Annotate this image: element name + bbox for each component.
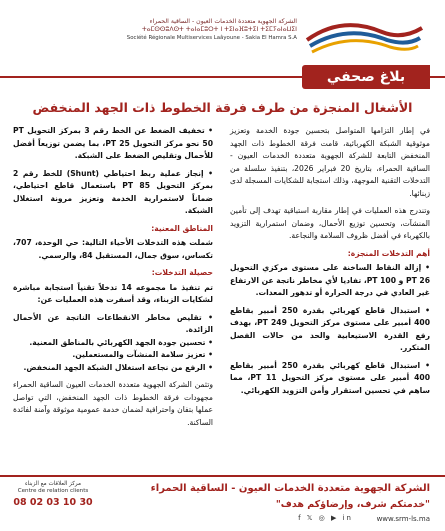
intervention-item: • إزالة النقاط الساخنة على مستوى مركزي التحويل PT 26 و PT 100، تفاديا لأي مخاطر ناتجة عن الارتفاع غير العادي في درجة الحرارة أو تدهور المعدات. — [230, 263, 431, 297]
intervention-text: إزالة النقاط الساخنة على مستوى مركزي التحويل PT 26 و PT 100، تفاديا لأي مخاطر ناتجة عن الارتفاع غير العادي في درجة الحرارة أو تدهور المعدات. — [230, 263, 430, 297]
call-center-box — [8, 481, 98, 508]
instagram-icon[interactable]: ◎ — [318, 514, 327, 522]
summary-text: الرفع من نجاعة استغلال الشبكة الجهد المنخفض. — [23, 362, 206, 372]
intervention-text: تخفيف الضغط عن الخط رقم 3 بمركز التحويل PT 50 نحو مركز التحويل PT 25، بما يضمن توزيعاً أفضل للأحمال وتقليص الضغط على الشبكة. — [13, 126, 213, 160]
summary-text: تقليص مخاطر الانقطاعات الناتجة عن الأحمال الزائدة. — [13, 312, 213, 334]
call-center-label-ar: مركز العلاقات مع الزبناء — [24, 481, 81, 487]
x-icon[interactable]: 𝕏 — [306, 514, 315, 522]
youtube-icon[interactable]: ▶ — [330, 514, 339, 522]
left-column — [13, 125, 213, 434]
logo-french-name: Société Régionale Multiservices Laâyoune - Sakia El Hamra S.A — [126, 35, 297, 42]
intro-paragraph: في إطار التزامها المتواصل بتحسين جودة الخدمة وتعزيز موثوقية الشبكة الكهربائية، قامت فرقة الخطوط ذات الجهد المنخفض التابعة للشركة الجهوية متعددة الخدمات العيون - الساقية الحمراء، بتاريخ 20 فبراير 2026، بتنفيذ سلسلة من التدخلات التقنية الموجهة، وذلك استجابة للشكايات المسجلة لدى زبنائها. — [230, 126, 431, 198]
intervention-text: إنجاز عملية ربط احتياطي (Shunt) للخط رقم 2 بمركز التحويل PT 85 باستعمال قاطع احتياطي، ضماناً لاستمرارية الخدمة وتعزيز مرونة استغلال الشبكة. — [13, 168, 214, 215]
website-link[interactable]: www.srm-ls.ma — [376, 515, 430, 523]
right-column — [230, 125, 430, 402]
intervention-text: استبدال قاطع كهربائي بقدرة 250 أمبير بقاطع 400 أمبير على مستوى مركز التحويل PT 249، بهدف رفع القدرة الاستيعابية والحد من حالات الفصل المتكرر. — [230, 305, 430, 352]
social-icons — [298, 514, 353, 522]
summary-intro: تم تنفيذ ما مجموعه 14 تدخلاً تقنياً استجابة مباشرة لشكايات الزبناء، وقد أسفرت هذه العمليات عن: — [13, 282, 213, 304]
intervention-text: استبدال قاطع كهربائي بقدرة 250 أمبير بقاطع 400 أمبير على مستوى مركز التحويل PT 11، مما ساهم في تحسين استقرار وأمن التزويد الكهربائي. — [230, 360, 430, 395]
logo-tifinagh-name: ⵜⴰⵎⵙⵙⵓⴷⵙⵜ ⵜⴰⵏⴰⵎⵓⵔⵜ ⵏ ⵜⵉⵏⴰⴼⵓⵜⵉⵏ ⵜⵉⵎⵢⴰⵏⴰⵡⵉⵏ — [141, 26, 297, 34]
summary-item: • تقليص مخاطر الانقطاعات الناتجة عن الأحمال الزائدة. — [13, 312, 213, 334]
interventions-heading: أهم التدخلات المنجزة: — [347, 248, 430, 258]
linkedin-icon[interactable]: in — [342, 514, 353, 522]
company-logo-icon — [302, 10, 427, 58]
summary-text: تحسين جودة الجهد الكهربائي بالمناطق المعنية. — [29, 337, 206, 347]
areas-heading: المناطق المعنية: — [151, 223, 213, 233]
summary-item: • تحسين جودة الجهد الكهربائي بالمناطق المعنية. — [29, 337, 213, 347]
intervention-item: • استبدال قاطع كهربائي بقدرة 250 أمبير بقاطع 400 أمبير على مستوى مركز التحويل PT 11، مما ساهم في تحسين استقرار وأمن التزويد الكهربائي. — [230, 360, 430, 395]
page-title: الأشغال المنجزة من طرف فرقة الخطوط ذات الجهد المنخفض — [32, 100, 413, 115]
summary-item: • الرفع من نجاعة استغلال الشبكة الجهد المنخفض. — [23, 362, 213, 372]
logo-arabic-name: الشركة الجهوية متعددة الخدمات العيون - الساقية الحمراء — [149, 18, 297, 25]
summary-heading: حصيلة التدخلات: — [151, 268, 213, 277]
facebook-icon[interactable]: f — [298, 514, 303, 522]
closing-paragraph: وتثمن الشركة الجهوية متعددة الخدمات العيون الساقية الحمراء مجهودات فرقة الخطوط ذات الجهد المنخفض، التي تواصل عملها بتفان واحترافية لضمان خدمة عمومية موثوقة وآمنة لفائدة الساكنة. — [13, 380, 213, 427]
summary-text: تعزيز سلامة المنشآت والمستعملين. — [72, 350, 206, 359]
intervention-item: • استبدال قاطع كهربائي بقدرة 250 أمبير بقاطع 400 أمبير على مستوى مركز التحويل PT 249، بهدف رفع القدرة الاستيعابية والحد من حالات الفصل المتكرر. — [230, 305, 430, 352]
call-center-label-fr: Centre de relation clients — [17, 488, 89, 494]
press-release-label: بلاغ صحفي — [302, 65, 430, 89]
summary-item: • تعزيز سلامة المنشآت والمستعملين. — [72, 350, 213, 359]
press-release-banner — [0, 62, 445, 92]
areas-text: شملت هذه التدخلات الأحياء التالية: حي الوحدة، 707، تكساس، سوق جمال، المستقبل 84، والرسمي. — [13, 238, 213, 260]
intervention-item: • إنجاز عملية ربط احتياطي (Shunt) للخط رقم 2 بمركز التحويل PT 85 باستعمال قاطع احتياطي، ضماناً لاستمرارية الخدمة وتعزيز مرونة استغلال الشبكة. — [13, 168, 214, 215]
footer-slogan: "خدمتكم شرف، وإرضاؤكم هدف" — [275, 499, 430, 510]
context-paragraph: وتندرج هذه العمليات في إطار مقاربة استباقية تهدف إلى تأمين المنشآت، وتحسين توزيع الأحمال، وضمان استمرارية التزويد بالكهرباء في أفضل ظروف السلامة والنجاعة. — [230, 206, 430, 240]
footer-divider — [0, 475, 445, 477]
intervention-item: • تخفيف الضغط عن الخط رقم 3 بمركز التحويل PT 50 نحو مركز التحويل PT 25، بما يضمن توزيعاً أفضل للأحمال وتقليص الضغط على الشبكة. — [13, 126, 213, 160]
header — [0, 0, 445, 62]
footer-company-name: الشركة الجهوية متعددة الخدمات العيون - الساقية الحمراء — [150, 483, 430, 494]
call-center-number[interactable]: 08 02 03 10 30 — [13, 497, 93, 508]
company-logo-text — [122, 18, 297, 43]
footer — [0, 475, 445, 531]
